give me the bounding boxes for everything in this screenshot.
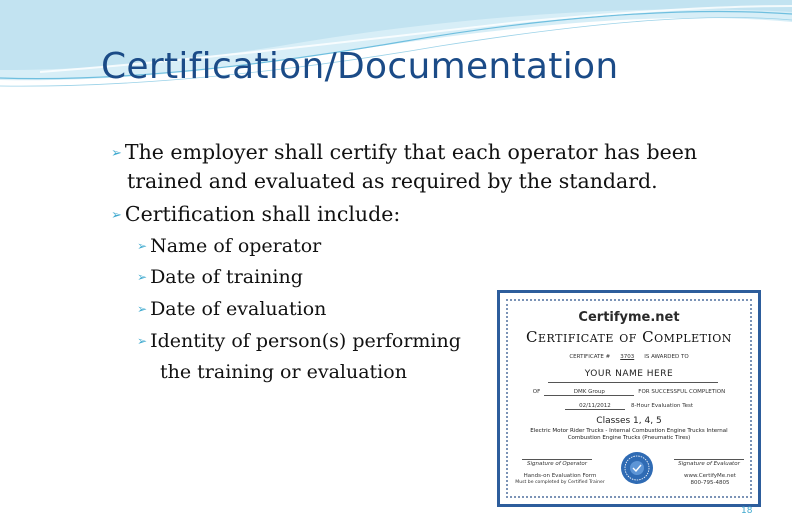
sub-bullet-training-date <box>137 266 303 288</box>
certificate-of-label: OF <box>532 389 541 395</box>
bullet-text: the training or evaluation <box>160 361 407 383</box>
certificate-hours: 8-Hour Evaluation Test <box>630 403 694 409</box>
certificate-heading: Certificate of Completion <box>526 328 732 346</box>
bullet-arrow-icon: ➢ <box>111 208 122 223</box>
certificate-desc-1: Electric Motor Rider Trucks - Internal Combustion Engine Trucks Internal <box>530 428 728 434</box>
certificate-date-line <box>508 403 750 410</box>
certificate-brand: Certifyme.net <box>578 310 680 325</box>
recipient-underline <box>548 382 718 383</box>
certificate-desc-2: Combustion Engine Trucks (Pneumatic Tires) <box>567 435 691 441</box>
bullet-arrow-icon: ➢ <box>137 239 148 253</box>
certificate-for-label: FOR SUCCESSFUL COMPLETION <box>638 389 726 395</box>
certificate-date: 02/11/2012 <box>565 403 625 410</box>
bullet-text: Identity of person(s) performing <box>150 330 461 352</box>
sub-bullet-identity <box>137 330 461 352</box>
bullet-arrow-icon: ➢ <box>137 302 148 316</box>
certificate-number: 3703 <box>620 354 635 360</box>
bullet-text: Date of evaluation <box>150 298 327 320</box>
bullet-certification-include <box>111 202 400 226</box>
certificate-foot-right-2: 800-795-4805 <box>690 480 730 486</box>
certificate-image <box>497 290 761 507</box>
sub-bullet-identity-cont <box>160 361 407 383</box>
page-number: 18 <box>741 506 753 516</box>
bullet-arrow-icon: ➢ <box>137 334 148 348</box>
certificate-inner-border <box>506 299 752 498</box>
certificate-seal-icon <box>620 451 654 485</box>
sub-bullet-evaluation-date <box>137 298 326 320</box>
certificate-classes: Classes 1, 4, 5 <box>596 416 662 426</box>
certificate-of-line <box>508 389 750 396</box>
bullet-text: Date of training <box>150 266 303 288</box>
bullet-arrow-icon: ➢ <box>111 146 122 161</box>
certificate-foot-left-2: Must be completed by Certified Trainer <box>515 480 605 485</box>
certificate-foot-left-1: Hands-on Evaluation Form <box>523 473 597 479</box>
signature-line-left <box>522 459 592 460</box>
bullet-employer-certify <box>111 140 697 164</box>
signature-evaluator-label: Signature of Evaluator <box>678 461 740 467</box>
certificate-number-prefix: CERTIFICATE # <box>569 354 611 360</box>
bullet-text: trained and evaluated as required by the standard. <box>127 169 658 193</box>
certificate-recipient: YOUR NAME HERE <box>584 369 674 379</box>
bullet-arrow-icon: ➢ <box>137 270 148 284</box>
certificate-foot-right-1: www.CertifyMe.net <box>684 473 736 479</box>
certificate-company: DMK Group <box>544 389 634 396</box>
bullet-employer-certify-cont <box>127 169 658 193</box>
bullet-text: The employer shall certify that each operator has been <box>124 140 698 164</box>
bullet-text: Name of operator <box>150 235 322 257</box>
certificate-awarded: IS AWARDED TO <box>644 354 689 360</box>
bullet-text: Certification shall include: <box>124 202 401 226</box>
sub-bullet-name <box>137 235 321 257</box>
certificate-number-line <box>508 354 750 360</box>
signature-line-right <box>674 459 744 460</box>
slide-title: Certification/Documentation <box>101 46 619 87</box>
signature-operator-label: Signature of Operator <box>526 461 588 467</box>
